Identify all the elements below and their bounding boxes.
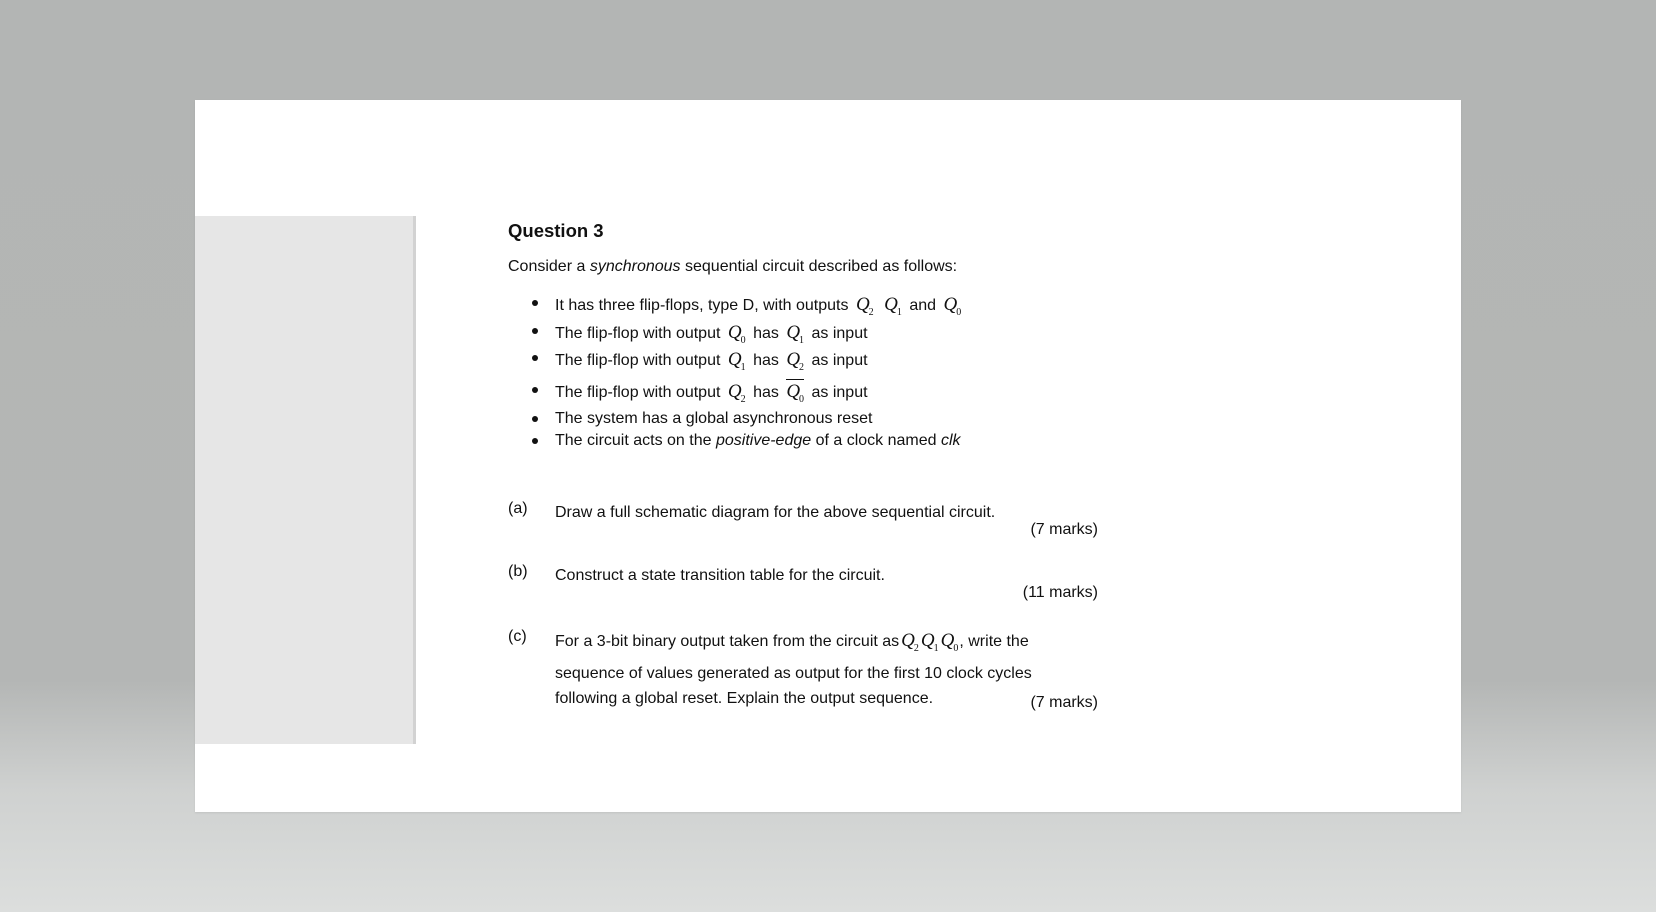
q2-symbol: $Q_2$: [727, 381, 746, 405]
side-panel: [195, 216, 416, 744]
question-intro: Consider a synchronous sequential circuit described as follows:: [508, 258, 958, 275]
part-text: For a 3-bit binary output taken from the circuit as $Q_2$ $Q_1$ $Q_0$, write the sequence of values generated as output for the first 10 clock cycles following a global reset. Explain the output sequence.: [555, 630, 1032, 707]
q2-symbol: $Q_2$: [901, 630, 919, 654]
part-text: Construct a state transition table for the circuit.: [555, 567, 885, 584]
intro-emphasis: synchronous: [589, 258, 681, 275]
q2-symbol: $Q_2$: [855, 294, 874, 318]
bullet-icon: [532, 328, 538, 334]
q1-symbol: $Q_1$: [786, 322, 805, 346]
part-label: (c): [508, 628, 527, 645]
marks-label: (7 marks): [1030, 521, 1098, 538]
bullet-icon: [532, 355, 538, 361]
q1-symbol: $Q_1$: [727, 349, 746, 373]
q1-symbol: $Q_1$: [884, 294, 902, 318]
part-text: Draw a full schematic diagram for the above sequential circuit.: [555, 504, 996, 521]
bullet-icon: [532, 300, 538, 306]
q0-symbol: $Q_0$: [943, 294, 962, 318]
part-label: (a): [508, 500, 528, 517]
q0-symbol: $Q_0$: [727, 322, 746, 346]
q2-symbol: $Q_2$: [786, 349, 805, 373]
bullet-icon: [532, 438, 538, 444]
q0-symbol: $Q_0$: [940, 630, 959, 654]
marks-label: (7 marks): [1030, 694, 1098, 711]
bullet-icon: [532, 416, 538, 422]
marks-label: (11 marks): [1022, 584, 1098, 601]
part-label: (b): [508, 563, 528, 580]
bullet-icon: [532, 387, 538, 393]
q1-symbol: $Q_1$: [920, 630, 939, 654]
question-title: Question 3: [508, 220, 604, 241]
document-page: Question 3 Consider a synchronous sequential circuit described as follows: It has three flip-flops, type D, with outputs $Q_2$ $Q_1$ and $Q_0$ The flip-flop with output $Q_0$ has $Q_1$ as input The flip-flop with output $Q_1$ has $Q_2$ as input The flip-flop with output $Q_2$ has $Q_0$ as input The system has a global asynchronous reset The circuit acts on the positive-edge of a clock named clk (a) Draw a full schematic diagram for the above sequential circuit. (7 marks) (b) Construct a state transition table for the circuit. (11 marks) (c) For a 3-bit binary output taken from the circuit as $Q_2$ $Q_1$ $Q_0$, write the sequence of values generated as output for the first 10 clock cycles following a global reset. Explain the output sequence. (7 marks): [195, 100, 1461, 812]
q0-bar-symbol: $Q_0$: [786, 381, 805, 405]
